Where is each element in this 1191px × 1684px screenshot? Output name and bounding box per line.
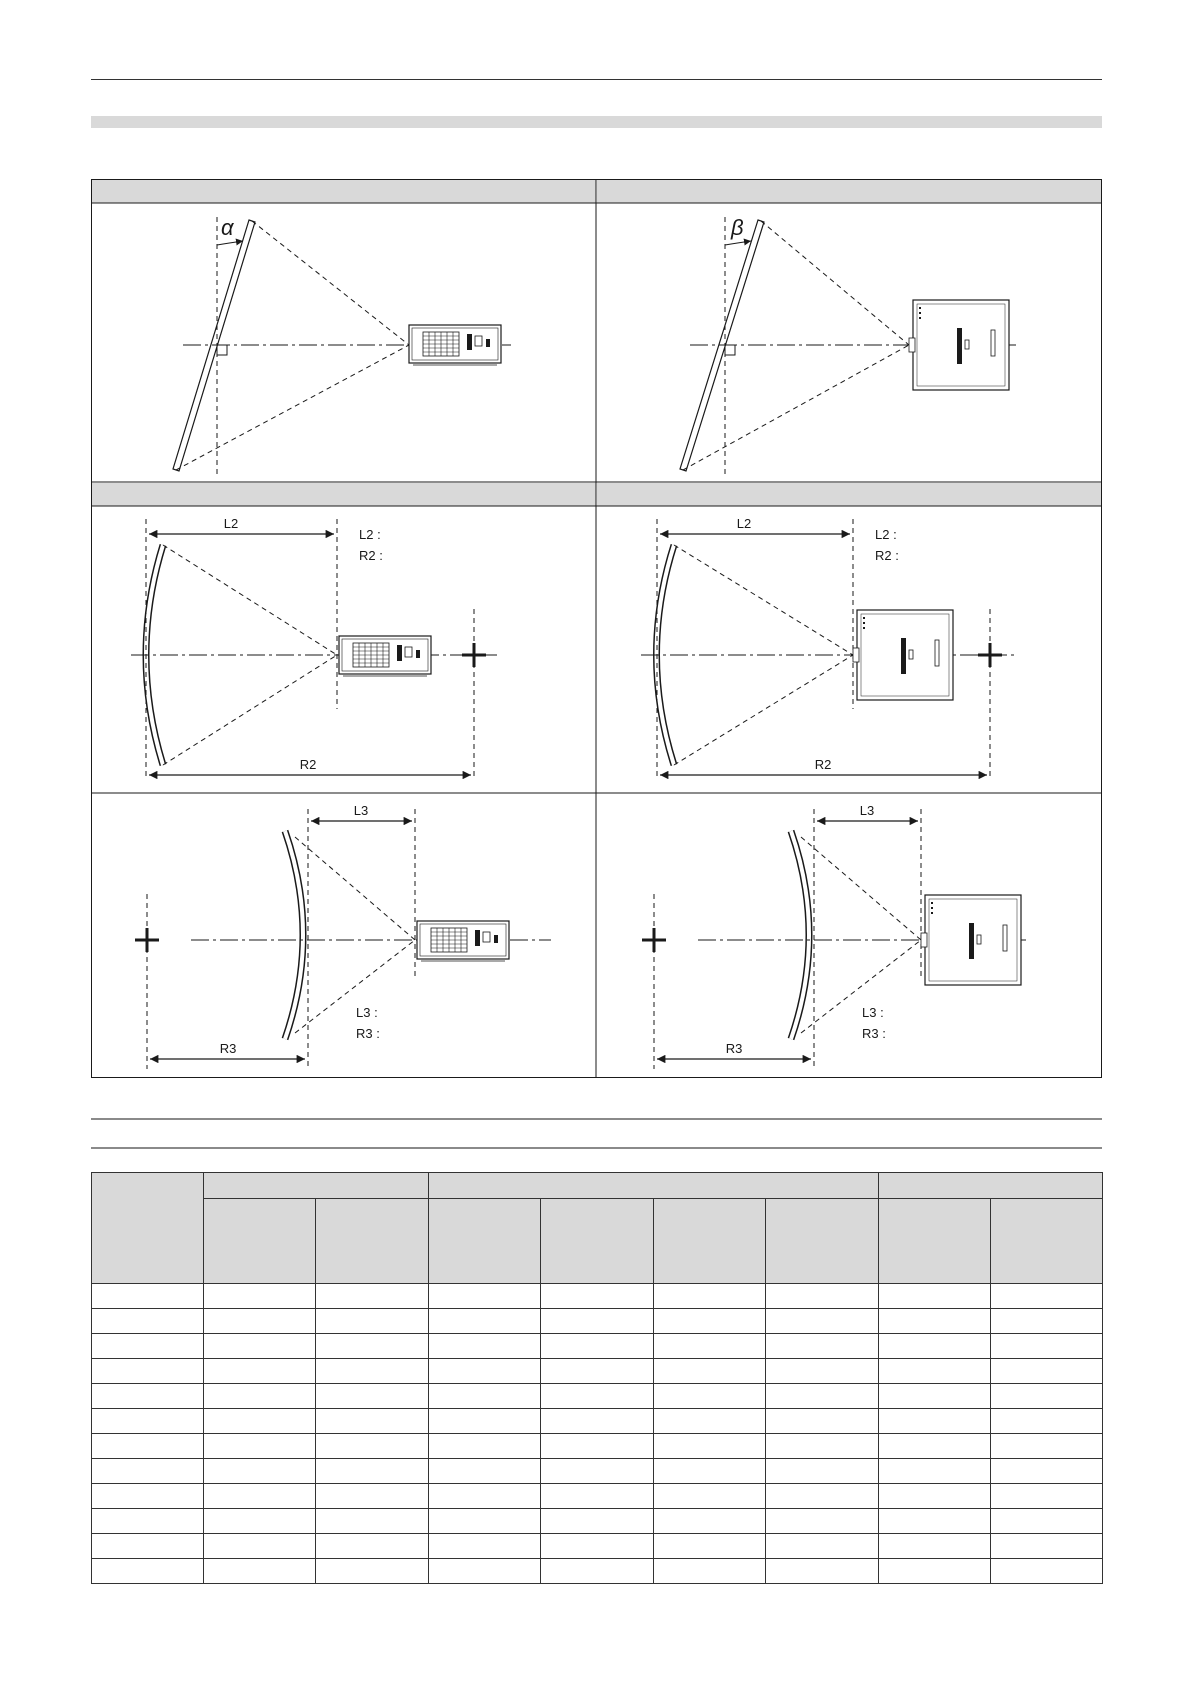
table-cell <box>541 1459 654 1484</box>
table-cell <box>654 1484 766 1509</box>
table-row <box>92 1334 1103 1359</box>
table-cell <box>204 1409 316 1434</box>
table-cell <box>92 1409 204 1434</box>
table-row <box>92 1434 1103 1459</box>
table-cell <box>991 1409 1103 1434</box>
table-cell <box>879 1359 991 1384</box>
l2-dimension-label: L2 <box>223 516 239 531</box>
r3-legend-label: R3 : <box>356 1026 380 1041</box>
table-cell <box>766 1484 879 1509</box>
installation-diagrams <box>91 179 1102 1079</box>
table-cell <box>654 1409 766 1434</box>
row2-left-header <box>92 483 596 506</box>
table-cell <box>654 1334 766 1359</box>
table-cell <box>429 1434 541 1459</box>
table-header-group-3 <box>879 1173 1103 1199</box>
table-cell <box>766 1334 879 1359</box>
center-plus-icon <box>978 643 1002 667</box>
table-cell <box>92 1284 204 1309</box>
table-cell <box>204 1384 316 1409</box>
table-cell <box>654 1534 766 1559</box>
table-cell <box>204 1559 316 1584</box>
r2-dimension-label: R2 <box>814 757 832 772</box>
r2-legend-label: R2 : <box>875 548 899 563</box>
table-subheader <box>204 1199 316 1284</box>
table-cell <box>654 1459 766 1484</box>
table-row <box>92 1484 1103 1509</box>
spec-table <box>91 1172 1103 1584</box>
table-cell <box>541 1384 654 1409</box>
table-cell <box>991 1559 1103 1584</box>
table-cell <box>429 1334 541 1359</box>
table-header-group-2 <box>429 1173 879 1199</box>
table-cell <box>879 1409 991 1434</box>
table-cell <box>541 1334 654 1359</box>
r2-dimension-label: R2 <box>299 757 317 772</box>
table-cell <box>879 1509 991 1534</box>
r2-legend-label: R2 : <box>359 548 383 563</box>
table-cell <box>654 1384 766 1409</box>
table-cell <box>204 1334 316 1359</box>
table-cell <box>766 1309 879 1334</box>
table-cell <box>541 1484 654 1509</box>
table-cell <box>92 1309 204 1334</box>
table-row <box>92 1409 1103 1434</box>
table-cell <box>991 1534 1103 1559</box>
l3-dimension-label: L3 <box>859 803 875 818</box>
projector-top-view <box>921 895 1021 985</box>
table-subheader <box>654 1199 766 1284</box>
table-cell <box>316 1509 429 1534</box>
table-cell <box>991 1284 1103 1309</box>
center-plus-icon <box>642 928 666 952</box>
table-cell <box>429 1309 541 1334</box>
table-row <box>92 1359 1103 1384</box>
table-cell <box>204 1484 316 1509</box>
table-cell <box>316 1459 429 1484</box>
section-heading-band <box>91 116 1102 128</box>
table-header-corner <box>92 1173 204 1284</box>
table-cell <box>204 1434 316 1459</box>
table-cell <box>92 1509 204 1534</box>
table-row <box>92 1534 1103 1559</box>
table-cell <box>879 1309 991 1334</box>
table-row <box>92 1384 1103 1409</box>
table-cell <box>316 1334 429 1359</box>
table-cell <box>654 1359 766 1384</box>
projector-top-view <box>909 300 1009 390</box>
center-plus-icon <box>135 928 159 952</box>
table-cell <box>429 1484 541 1509</box>
table-cell <box>541 1309 654 1334</box>
table-cell <box>92 1359 204 1384</box>
table-cell <box>766 1359 879 1384</box>
row1-right-header <box>597 180 1101 203</box>
table-cell <box>991 1309 1103 1334</box>
table-cell <box>879 1284 991 1309</box>
table-cell <box>766 1434 879 1459</box>
section-rule-top <box>91 1118 1102 1120</box>
tilt-alpha-diagram <box>173 215 511 476</box>
table-cell <box>92 1334 204 1359</box>
table-cell <box>429 1559 541 1584</box>
table-cell <box>429 1534 541 1559</box>
curve-l2-left-diagram <box>131 516 501 779</box>
table-cell <box>766 1384 879 1409</box>
table-subheader <box>766 1199 879 1284</box>
table-cell <box>316 1484 429 1509</box>
projector-front-view <box>409 325 501 365</box>
table-cell <box>429 1384 541 1409</box>
table-header-group-1 <box>204 1173 429 1199</box>
table-cell <box>429 1409 541 1434</box>
table-cell <box>766 1534 879 1559</box>
table-cell <box>991 1484 1103 1509</box>
table-cell <box>316 1559 429 1584</box>
table-cell <box>204 1459 316 1484</box>
table-cell <box>766 1559 879 1584</box>
table-subheader <box>316 1199 429 1284</box>
table-cell <box>879 1384 991 1409</box>
table-cell <box>316 1359 429 1384</box>
table-subheader <box>991 1199 1103 1284</box>
l3-legend-label: L3 : <box>862 1005 884 1020</box>
table-cell <box>991 1509 1103 1534</box>
table-cell <box>991 1434 1103 1459</box>
l3-dimension-label: L3 <box>353 803 369 818</box>
table-cell <box>879 1534 991 1559</box>
table-cell <box>429 1509 541 1534</box>
table-cell <box>204 1359 316 1384</box>
top-rule <box>91 79 1102 80</box>
curve-l3-right-diagram <box>642 803 1026 1069</box>
table-cell <box>316 1409 429 1434</box>
angle-alpha-symbol: α <box>221 215 234 240</box>
table-cell <box>316 1309 429 1334</box>
l2-legend-label: L2 : <box>875 527 897 542</box>
table-cell <box>766 1509 879 1534</box>
table-cell <box>92 1534 204 1559</box>
table-cell <box>204 1309 316 1334</box>
projector-front-view <box>417 921 509 961</box>
table-cell <box>316 1534 429 1559</box>
table-cell <box>316 1434 429 1459</box>
table-row <box>92 1284 1103 1309</box>
center-plus-icon <box>462 643 486 667</box>
table-cell <box>654 1559 766 1584</box>
table-subheader <box>879 1199 991 1284</box>
table-cell <box>541 1509 654 1534</box>
table-cell <box>879 1459 991 1484</box>
row1-left-header <box>92 180 596 203</box>
r3-dimension-label: R3 <box>219 1041 237 1056</box>
table-body <box>92 1284 1103 1584</box>
table-row <box>92 1309 1103 1334</box>
table-cell <box>766 1284 879 1309</box>
table-cell <box>879 1484 991 1509</box>
table-cell <box>92 1434 204 1459</box>
table-cell <box>92 1459 204 1484</box>
table-cell <box>541 1359 654 1384</box>
table-row <box>92 1509 1103 1534</box>
l2-legend-label: L2 : <box>359 527 381 542</box>
r3-legend-label: R3 : <box>862 1026 886 1041</box>
table-cell <box>429 1284 541 1309</box>
table-cell <box>766 1409 879 1434</box>
table-cell <box>654 1284 766 1309</box>
table-cell <box>429 1359 541 1384</box>
angle-beta-symbol: β <box>731 215 744 240</box>
table-cell <box>654 1434 766 1459</box>
r3-dimension-label: R3 <box>725 1041 743 1056</box>
table-cell <box>204 1509 316 1534</box>
table-cell <box>204 1284 316 1309</box>
table-cell <box>766 1459 879 1484</box>
table-cell <box>879 1559 991 1584</box>
table-subheader <box>541 1199 654 1284</box>
curve-l3-left-diagram <box>135 803 551 1069</box>
table-cell <box>541 1284 654 1309</box>
table-cell <box>92 1384 204 1409</box>
table-cell <box>991 1384 1103 1409</box>
table-cell <box>879 1334 991 1359</box>
table-cell <box>316 1384 429 1409</box>
table-cell <box>429 1459 541 1484</box>
table-cell <box>654 1309 766 1334</box>
projector-top-view <box>853 610 953 700</box>
table-cell <box>879 1434 991 1459</box>
table-cell <box>204 1534 316 1559</box>
row2-right-header <box>597 483 1101 506</box>
table-cell <box>541 1434 654 1459</box>
tilt-beta-diagram <box>680 215 1016 476</box>
table-row <box>92 1559 1103 1584</box>
table-cell <box>316 1284 429 1309</box>
l2-dimension-label: L2 <box>736 516 752 531</box>
table-cell <box>92 1484 204 1509</box>
table-cell <box>991 1359 1103 1384</box>
table-cell <box>991 1459 1103 1484</box>
table-cell <box>541 1559 654 1584</box>
table-row <box>92 1459 1103 1484</box>
table-cell <box>654 1509 766 1534</box>
table-cell <box>92 1559 204 1584</box>
curve-l2-right-diagram <box>641 516 1016 779</box>
section-rule-bottom <box>91 1147 1102 1149</box>
table-subheader <box>429 1199 541 1284</box>
l3-legend-label: L3 : <box>356 1005 378 1020</box>
projector-front-view <box>339 636 431 676</box>
table-cell <box>541 1534 654 1559</box>
table-cell <box>541 1409 654 1434</box>
table-cell <box>991 1334 1103 1359</box>
